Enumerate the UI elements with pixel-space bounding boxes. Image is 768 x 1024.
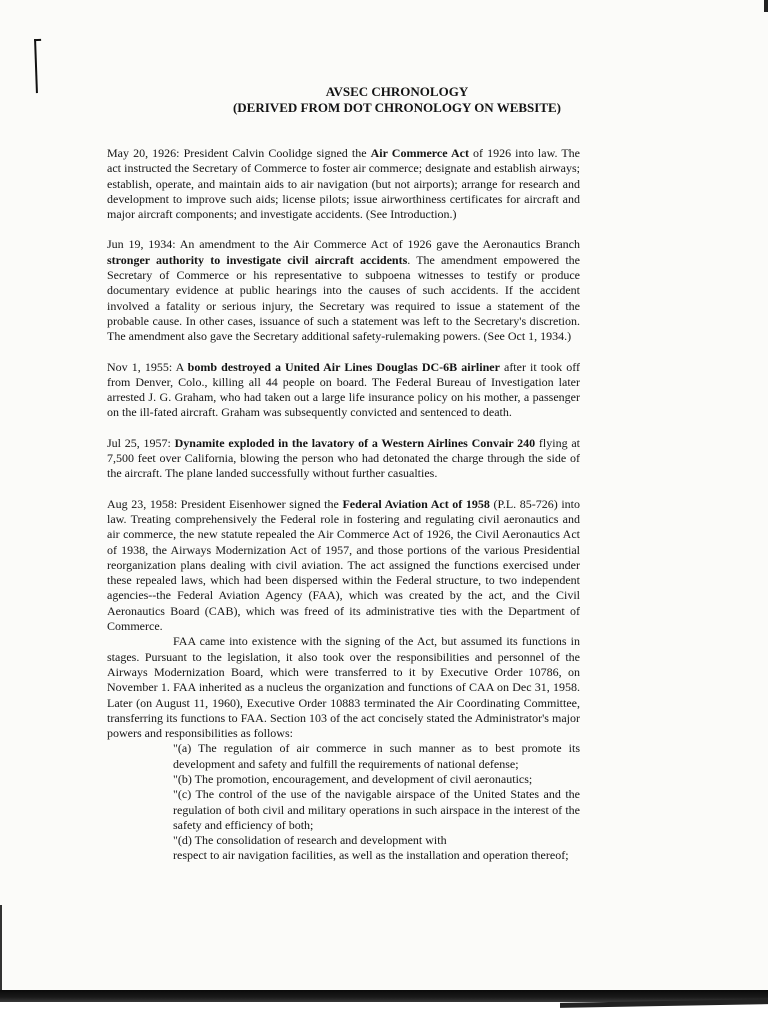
quoted-provisions (173, 741, 580, 863)
document-body (107, 146, 580, 864)
chronology-entry (107, 436, 580, 482)
provision-item: "(a) The regulation of air commerce in such manner as to best promote its development and safety and fulfill the requirements of national defense; (173, 741, 580, 771)
chronology-entry (107, 497, 580, 635)
entry-highlight: Air Commerce Act (370, 146, 469, 160)
chronology-entry (107, 237, 580, 344)
entry-text: of 1926 into law. The act instructed the Secretary of Commerce to foster air commerce; designate and establish airways; establish, operate, and maintain aids to air navigation (but not airports); arrange for research and development to improve such aids; license pilots; issue airworthiness certificates for aircraft and major aircraft components; and investigate accidents. (See Introduction.) (107, 146, 580, 222)
entry-highlight: Federal Aviation Act of 1958 (342, 496, 490, 511)
entry-text: (P.L. 85-726) into law. Treating comprehensively the Federal role in fostering and regulating civil aeronautics and air commerce, the new statute repealed the Air Commerce Act of 1926, the Civil Aeronautics Act of 1938, the Airways Modernization Act of 1957, and those portions of the various Presidential reorganization plans dealing with civil aviation. The act assigned the functions exercised under these repealed laws, which had been dispersed within the Federal structure, to two independent agencies--the Federal Aviation Agency (FAA), which was created by the act, and the Civil Aeronautics Board (CAB), which was freed of its administrative ties with the Department of Commerce. (107, 496, 580, 634)
entry-text: after it took off from Denver, Colo., killing all 44 people on board. The Federal Bureau of Investigation later arrested J. G. Graham, who had taken out a large life insurance policy on his mother, a passenger on the ill-fated aircraft. Graham was subsequently convicted and sentenced to death. (107, 359, 580, 420)
scan-edge-mark (0, 905, 2, 1000)
provision-item: "(b) The promotion, encouragement, and development of civil aeronautics; (173, 771, 533, 786)
entry-text: Jun 19, 1934: An amendment to the Air Commerce Act of 1926 gave the Aeronautics Branch (107, 237, 580, 252)
entry-text: . The amendment empowered the Secretary of Commerce or his representative to subpoena witnesses to testify or produce documentary evidence at public hearings into the causes of such accidents. If the accident involved a fatality or serious injury, the Secretary was required to issue a statement of the probable cause. In other cases, issuance of such a statement was left to the Secretary's discretion. The amendment also gave the Secretary additional safety-rulemaking powers. (See Oct 1, 1934.) (107, 252, 580, 344)
entry-highlight: stronger authority to investigate civil aircraft accidents (107, 252, 408, 267)
entry-text: Jul 25, 1957: (107, 435, 175, 450)
continuation-paragraph: FAA came into existence with the signing of the Act, but assumed its functions in stages. Pursuant to the legislation, it also took over the responsibilities and personnel of the Airways Modernization Board, which were transferred to it by Executive Order 10786, on November 1. FAA inherited as a nucleus the organization and functions of CAA on Dec 31, 1958. Later (on August 11, 1960), Executive Order 10883 terminated the Air Coordinating Committee, transferring its functions to FAA. Section 103 of the act concisely stated the Administrator's major powers and responsibilities as follows: (107, 634, 580, 741)
provision-item: "(c) The control of the use of the navigable airspace of the United States and the regulation of both civil and military operations in such airspace in the interest of the safety and efficiency of both; (173, 787, 580, 832)
chronology-entry (107, 146, 580, 222)
entry-text: May 20, 1926: President Calvin Coolidge signed the (107, 146, 371, 160)
entry-text: Aug 23, 1958: President Eisenhower signed the (107, 496, 343, 511)
entry-highlight: bomb destroyed a United Air Lines Douglas DC-6B airliner (187, 359, 500, 374)
chronology-entry (107, 360, 580, 421)
entry-text: Nov 1, 1955: A (107, 359, 188, 374)
scan-edge-mark (764, 0, 768, 12)
entry-text: flying at 7,500 feet over California, blowing the person who had detonated the charge through the side of the aircraft. The plane landed successfully without further casualties. (107, 435, 581, 481)
provision-item: "(d) The consolidation of research and development with (173, 833, 447, 848)
document-title: AVSEC CHRONOLOGY (325, 84, 469, 99)
document-subtitle: (DERIVED FROM DOT CHRONOLOGY ON WEBSITE) (232, 100, 562, 115)
document-header (0, 84, 768, 116)
provision-item: respect to air navigation facilities, as well as the installation and operation thereof; (173, 848, 569, 863)
entry-highlight: Dynamite exploded in the lavatory of a Western Airlines Convair 240 (174, 435, 536, 450)
